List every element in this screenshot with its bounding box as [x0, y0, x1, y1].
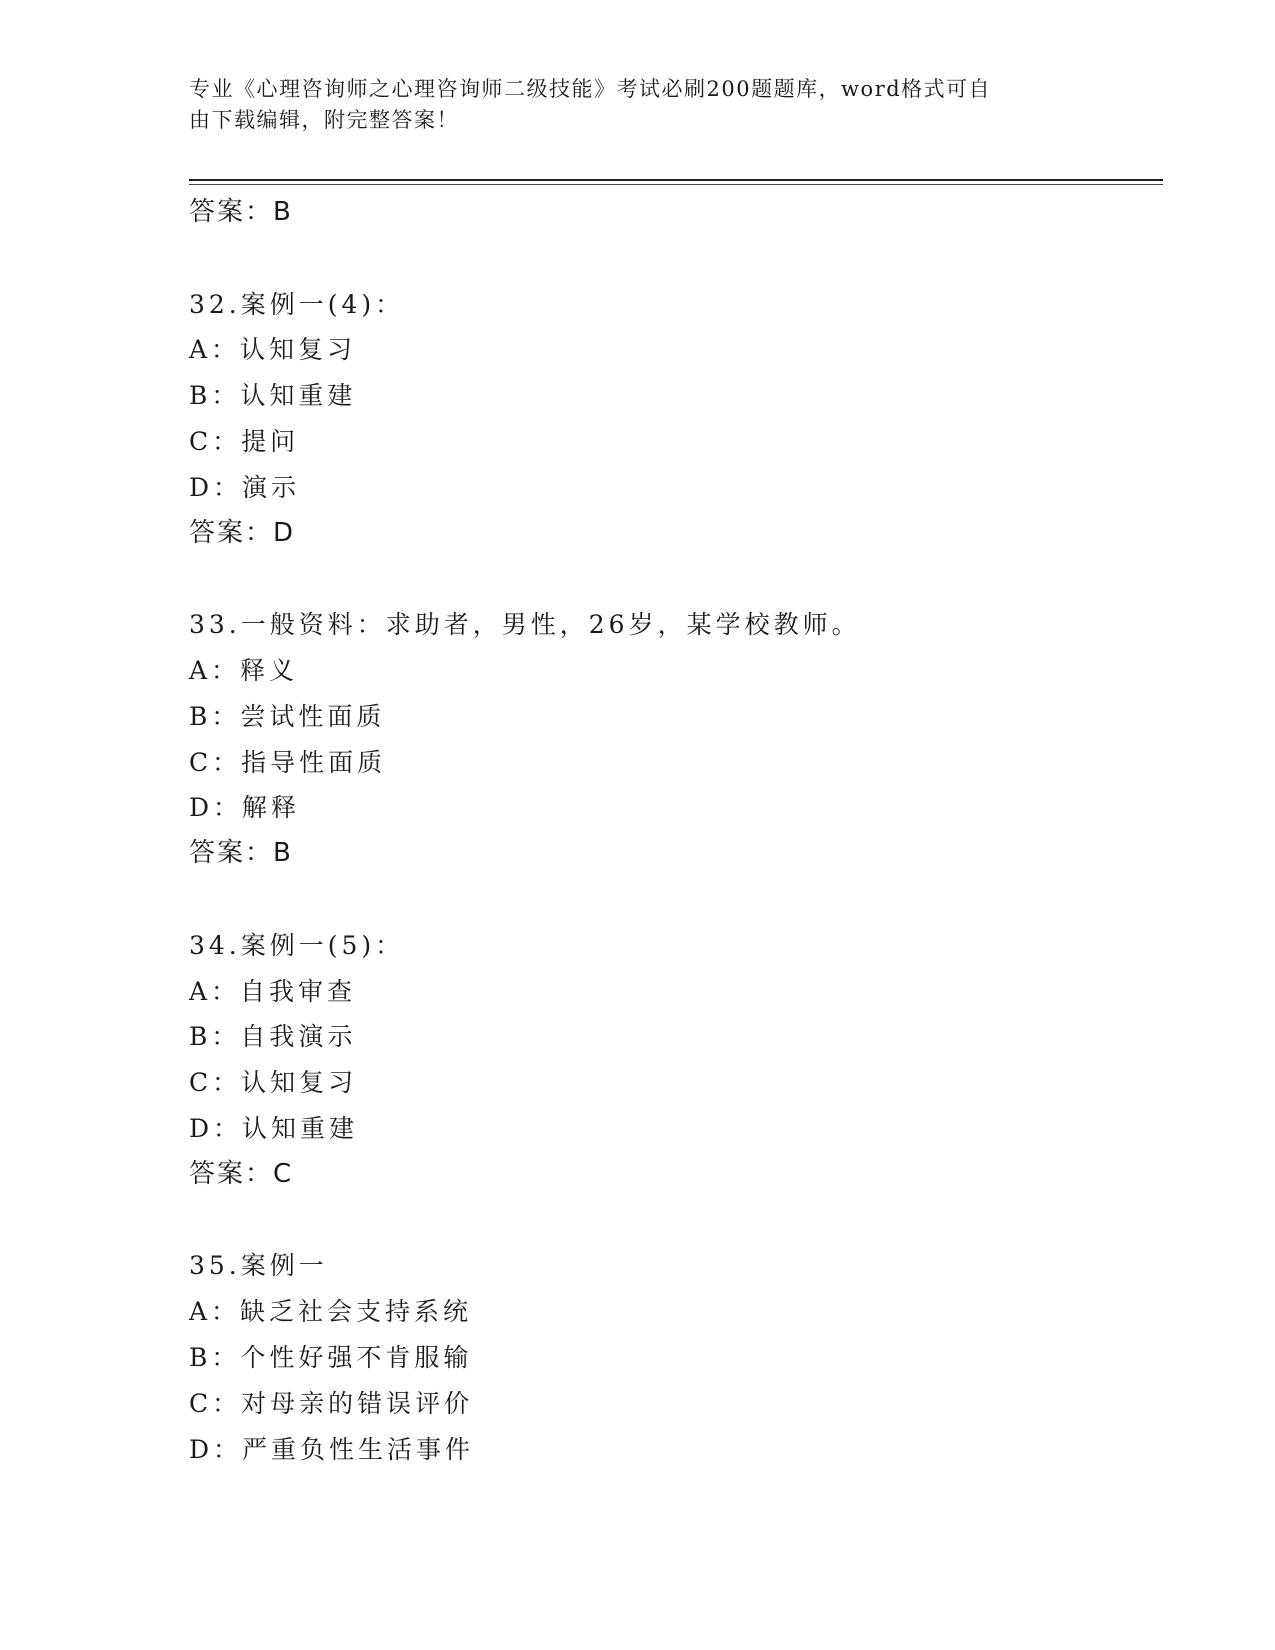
option-b: B：自我演示: [189, 1022, 357, 1052]
option-a: A：缺乏社会支持系统: [189, 1297, 473, 1327]
option-c: C：认知复习: [189, 1068, 358, 1098]
question-block-34: [189, 923, 1159, 1198]
option-b: B：认知重建: [189, 381, 357, 411]
option-c: C：对母亲的错误评价: [189, 1388, 474, 1418]
question-block-35: [189, 1243, 1159, 1472]
answer-line: 答案：D: [189, 517, 296, 548]
header-divider-thin: [189, 184, 1163, 185]
header-line-1: 专业《心理咨询师之心理咨询师二级技能》考试必刷200题题库，word格式可自: [189, 77, 992, 101]
spacer: [189, 877, 1159, 923]
spacer: [189, 1198, 1159, 1244]
option-a: A：自我审查: [189, 976, 357, 1006]
header-line-2: 由下载编辑，附完整答案！: [189, 108, 459, 132]
question-stem: 35.案例一: [189, 1251, 328, 1281]
option-a: A：认知复习: [189, 335, 357, 365]
option-d: D：解释: [189, 793, 301, 823]
question-stem: 34.案例一(5)：: [189, 930, 405, 960]
option-c: C：提问: [189, 426, 300, 456]
option-b: B：个性好强不肯服输: [189, 1342, 473, 1372]
answer-line: 答案：B: [189, 838, 293, 869]
answer-line: 答案：C: [189, 1158, 294, 1189]
question-block-32: [189, 282, 1159, 557]
spacer: [189, 556, 1159, 602]
header-divider-thick: [189, 179, 1163, 181]
option-c: C：指导性面质: [189, 747, 387, 777]
question-block-33: [189, 602, 1159, 877]
option-d: D：认知重建: [189, 1113, 359, 1143]
option-d: D：演示: [189, 472, 301, 502]
spacer: [189, 236, 1159, 282]
option-a: A：释义: [189, 655, 299, 685]
question-list: [189, 190, 1159, 1472]
option-d: D：严重负性生活事件: [189, 1434, 475, 1464]
question-stem: 33.一般资料：求助者，男性，26岁，某学校教师。: [189, 610, 861, 640]
option-b: B：尝试性面质: [189, 701, 386, 731]
answer-line: 答案：B: [189, 197, 293, 227]
question-stem: 32.案例一(4)：: [189, 289, 405, 319]
document-header: [189, 74, 1089, 136]
